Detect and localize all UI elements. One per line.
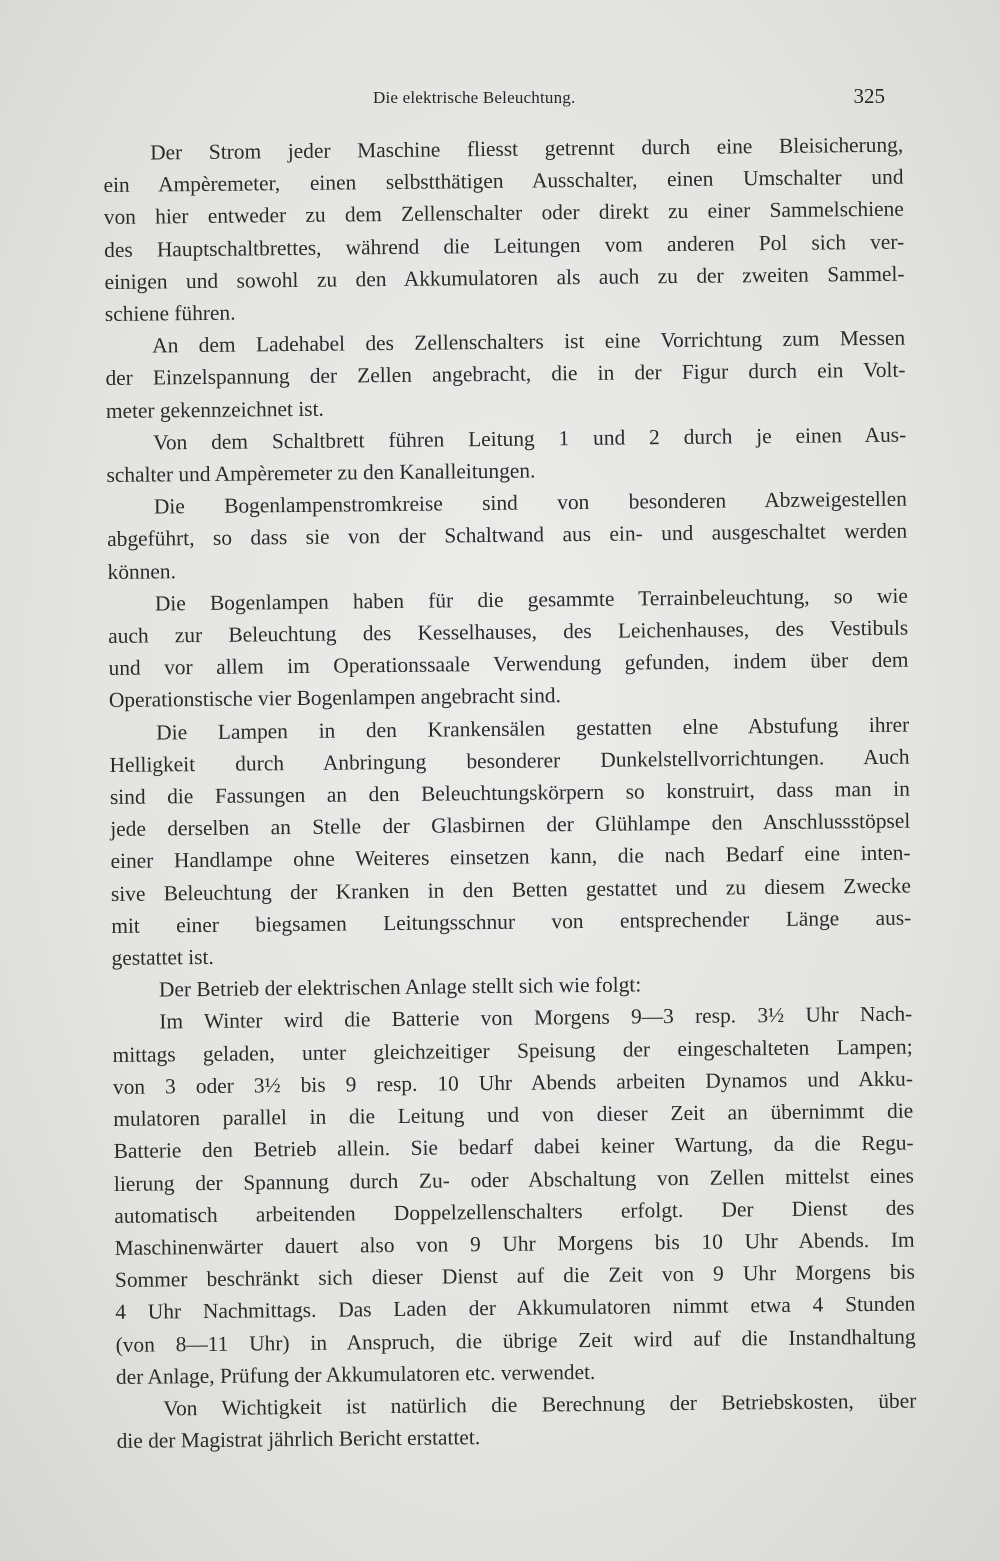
text-line: Im Winter wird die Batterie von Morgens 9—3 resp. 3½ Uhr Nach-	[159, 1002, 913, 1034]
paragraph	[103, 129, 905, 331]
text-line: Operationstische vier Bogenlampen angebracht sind.	[108, 683, 562, 713]
text-line: Batterie den Betrieb allein. Sie bedarf dabei keiner Wartung, da die Regu-	[113, 1130, 914, 1164]
text-line: Helligkeit durch Anbringung besonderer Dunkelstellvorrichtungen. Auch	[109, 744, 910, 777]
paragraph	[105, 322, 906, 427]
text-line: 4 Uhr Nachmittags. Das Laden der Akkumulatoren nimmt etwa 4 Stunden	[115, 1291, 916, 1325]
text-line: und vor allem im Operationssaale Verwendung gefunden, indem über dem	[108, 647, 909, 681]
page-header	[373, 84, 895, 114]
text-line: Maschinenwärter dauert also von 9 Uhr Morgens bis 10 Uhr Abends. Im	[114, 1227, 915, 1260]
text-line: Der Strom jeder Maschine fliesst getrennt durch eine Bleisicherung,	[150, 132, 904, 165]
text-line: des Hauptschaltbrettes, während die Leitungen vom anderen Pol sich ver-	[104, 229, 905, 262]
text-line: Die Bogenlampen haben für die gesammte Terrainbeleuchtung, so wie	[154, 583, 908, 616]
text-line: Die Lampen in den Krankensälen gestatten elne Abstufung ihrer	[156, 712, 910, 745]
text-line: der Einzelspannung der Zellen angebracht, die in der Figur durch ein Volt-	[105, 358, 906, 391]
text-line: auch zur Beleuchtung des Kesselhauses, des Leichenhauses, des Vestibuls	[108, 615, 909, 649]
text-line: automatisch arbeitenden Doppelzellenschalters erfolgt. Der Dienst des	[114, 1195, 915, 1228]
text-line: die der Magistrat jährlich Bericht erstattet.	[116, 1425, 481, 1454]
text-line: Von dem Schaltbrett führen Leitung 1 und 2 durch je einen Aus-	[153, 422, 907, 455]
text-line: von 3 oder 3½ bis 9 resp. 10 Uhr Abends arbeiten Dynamos und Akku-	[112, 1066, 914, 1099]
paragraph	[107, 483, 908, 588]
text-line: schalter und Ampèremeter zu den Kanalleitungen.	[106, 458, 536, 488]
text-line: Von Wichtigkeit ist natürlich die Berechnung der Betriebskosten, über	[163, 1388, 917, 1421]
text-line: jede derselben an Stelle der Glasbirnen der Glühlampe den Anschlussstöpsel	[110, 808, 911, 842]
text-line: einigen und sowohl zu den Akkumulatoren als auch zu der zweiten Sammel-	[104, 261, 905, 294]
text-line: meter gekennzeichnet ist.	[105, 396, 324, 423]
text-line: sind die Fassungen an den Beleuchtungskörpern so konstruirt, dass man in	[109, 776, 910, 810]
text-line: abgeführt, so dass sie von der Schaltwand aus ein- und ausgeschaltet werden	[107, 519, 908, 552]
text-line: gestattet ist.	[111, 944, 214, 971]
text-line: von hier entweder zu dem Zellenschalter oder direkt zu einer Sammelschiene	[103, 197, 904, 230]
text-line: ein Ampèremeter, einen selbstthätigen Ausschalter, einen Umschalter und	[103, 164, 904, 198]
text-line: mit einer biegsamen Leitungsschnur von entsprechender Länge aus-	[111, 905, 912, 938]
text-line: lierung der Spannung durch Zu- oder Abschaltung von Zellen mittelst eines	[113, 1163, 915, 1196]
text-line: mulatoren parallel in die Leitung und von dieser Zeit an übernimmt die	[113, 1098, 914, 1132]
paragraph	[106, 418, 907, 491]
text-line: der Anlage, Prüfung der Akkumulatoren etc. verwendet.	[115, 1359, 596, 1389]
paragraph	[109, 708, 912, 974]
paragraph	[108, 579, 909, 716]
text-line: Die Bogenlampenstromkreise sind von besonderen Abzweigestellen	[153, 486, 907, 519]
body-text	[103, 129, 917, 1458]
paragraph	[112, 998, 916, 1393]
page-number: 325	[853, 84, 885, 108]
text-line: Sommer beschränkt sich dieser Dienst auf die Zeit von 9 Uhr Morgens bis	[114, 1259, 916, 1293]
text-line: An dem Ladehabel des Zellenschalters ist eine Vorrichtung zum Messen	[152, 325, 906, 358]
text-line: einer Handlampe ohne Weiteres einsetzen kann, die nach Bedarf eine inten-	[110, 841, 911, 874]
text-line: sive Beleuchtung der Kranken in den Betten gestattet und zu diesem Zwecke	[110, 873, 912, 906]
running-title: Die elektrische Beleuchtung.	[373, 88, 576, 107]
text-line: Der Betrieb der elektrischen Anlage stellt sich wie folgt:	[158, 972, 642, 1002]
text-line: (von 8—11 Uhr) in Anspruch, die übrige Zeit wird auf die Instandhaltung	[115, 1324, 916, 1357]
text-line: mittags geladen, unter gleichzeitiger Speisung der eingeschalteten Lampen;	[112, 1034, 913, 1067]
text-line: schiene führen.	[104, 300, 236, 327]
paragraph	[116, 1384, 917, 1457]
text-line: können.	[107, 558, 177, 584]
